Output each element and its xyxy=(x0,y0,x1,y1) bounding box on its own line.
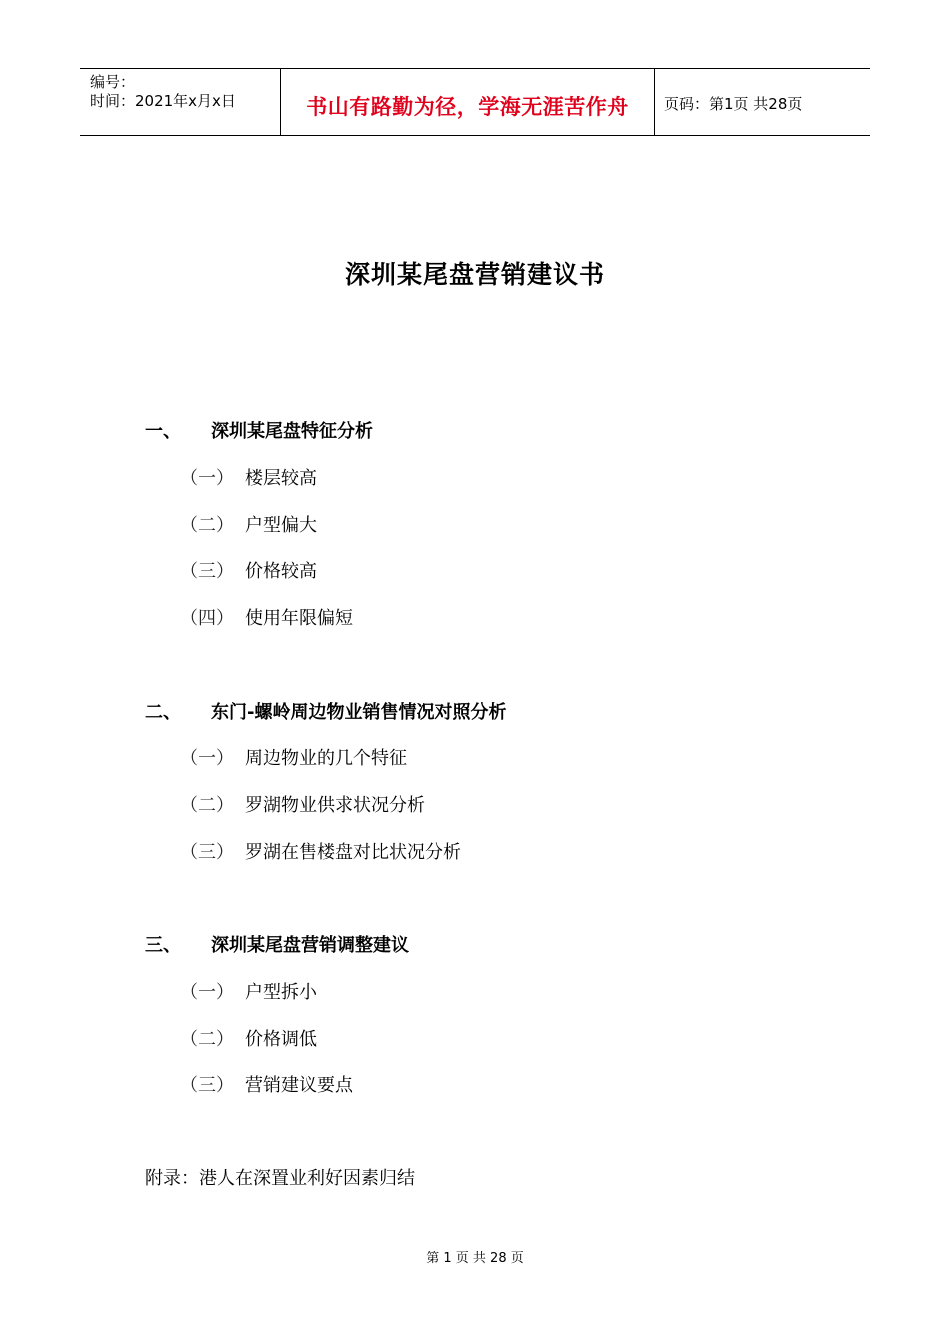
toc-section-number: 一、 xyxy=(145,421,181,442)
header-page-cell xyxy=(655,69,870,135)
toc-section-number: 三、 xyxy=(145,935,181,956)
toc-section-number: 二、 xyxy=(145,702,181,723)
header-motto: 书山有路勤为径，学海无涯苦作舟 xyxy=(306,95,629,119)
toc-section-title: 深圳某尾盘营销调整建议 xyxy=(211,935,409,956)
toc-item-number: （一） xyxy=(180,748,234,769)
toc-item-number: （二） xyxy=(180,795,234,816)
toc-item-text: 罗湖在售楼盘对比状况分析 xyxy=(245,842,461,863)
toc-item-text: 周边物业的几个特征 xyxy=(245,748,407,769)
toc-item-number: （一） xyxy=(180,982,234,1003)
toc-section-title: 东门-螺岭周边物业销售情况对照分析 xyxy=(211,702,507,723)
toc-item-number: （四） xyxy=(180,608,234,629)
toc-section-title: 深圳某尾盘特征分析 xyxy=(211,421,373,442)
toc-item-text: 罗湖物业供求状况分析 xyxy=(245,795,425,816)
header-number-label: 编号： xyxy=(90,73,136,91)
toc-item-text: 价格调低 xyxy=(245,1029,317,1050)
header-meta-cell xyxy=(80,69,281,135)
toc-item-text: 营销建议要点 xyxy=(245,1075,353,1096)
appendix-entry: 附录：港人在深置业利好因素归结 xyxy=(145,1168,415,1189)
toc-item-text: 价格较高 xyxy=(245,561,317,582)
toc-item-number: （二） xyxy=(180,515,234,536)
document-title: 深圳某尾盘营销建议书 xyxy=(344,260,605,289)
page-header xyxy=(80,68,870,136)
toc-item-number: （三） xyxy=(180,1075,234,1096)
header-motto-cell xyxy=(281,69,655,135)
toc-item-text: 户型拆小 xyxy=(245,982,317,1003)
toc-item-text: 楼层较高 xyxy=(245,468,317,489)
header-page-label: 页码：第1页 共28页 xyxy=(664,95,803,113)
toc-item-text: 户型偏大 xyxy=(245,515,317,536)
toc-item-number: （三） xyxy=(180,842,234,863)
page-footer: 第 1 页 共 28 页 xyxy=(426,1251,524,1266)
toc-item-number: （二） xyxy=(180,1029,234,1050)
header-time-label: 时间：2021年x月x日 xyxy=(90,92,236,110)
toc-item-number: （三） xyxy=(180,561,234,582)
toc-item-number: （一） xyxy=(180,468,234,489)
toc-item-text: 使用年限偏短 xyxy=(245,608,353,629)
